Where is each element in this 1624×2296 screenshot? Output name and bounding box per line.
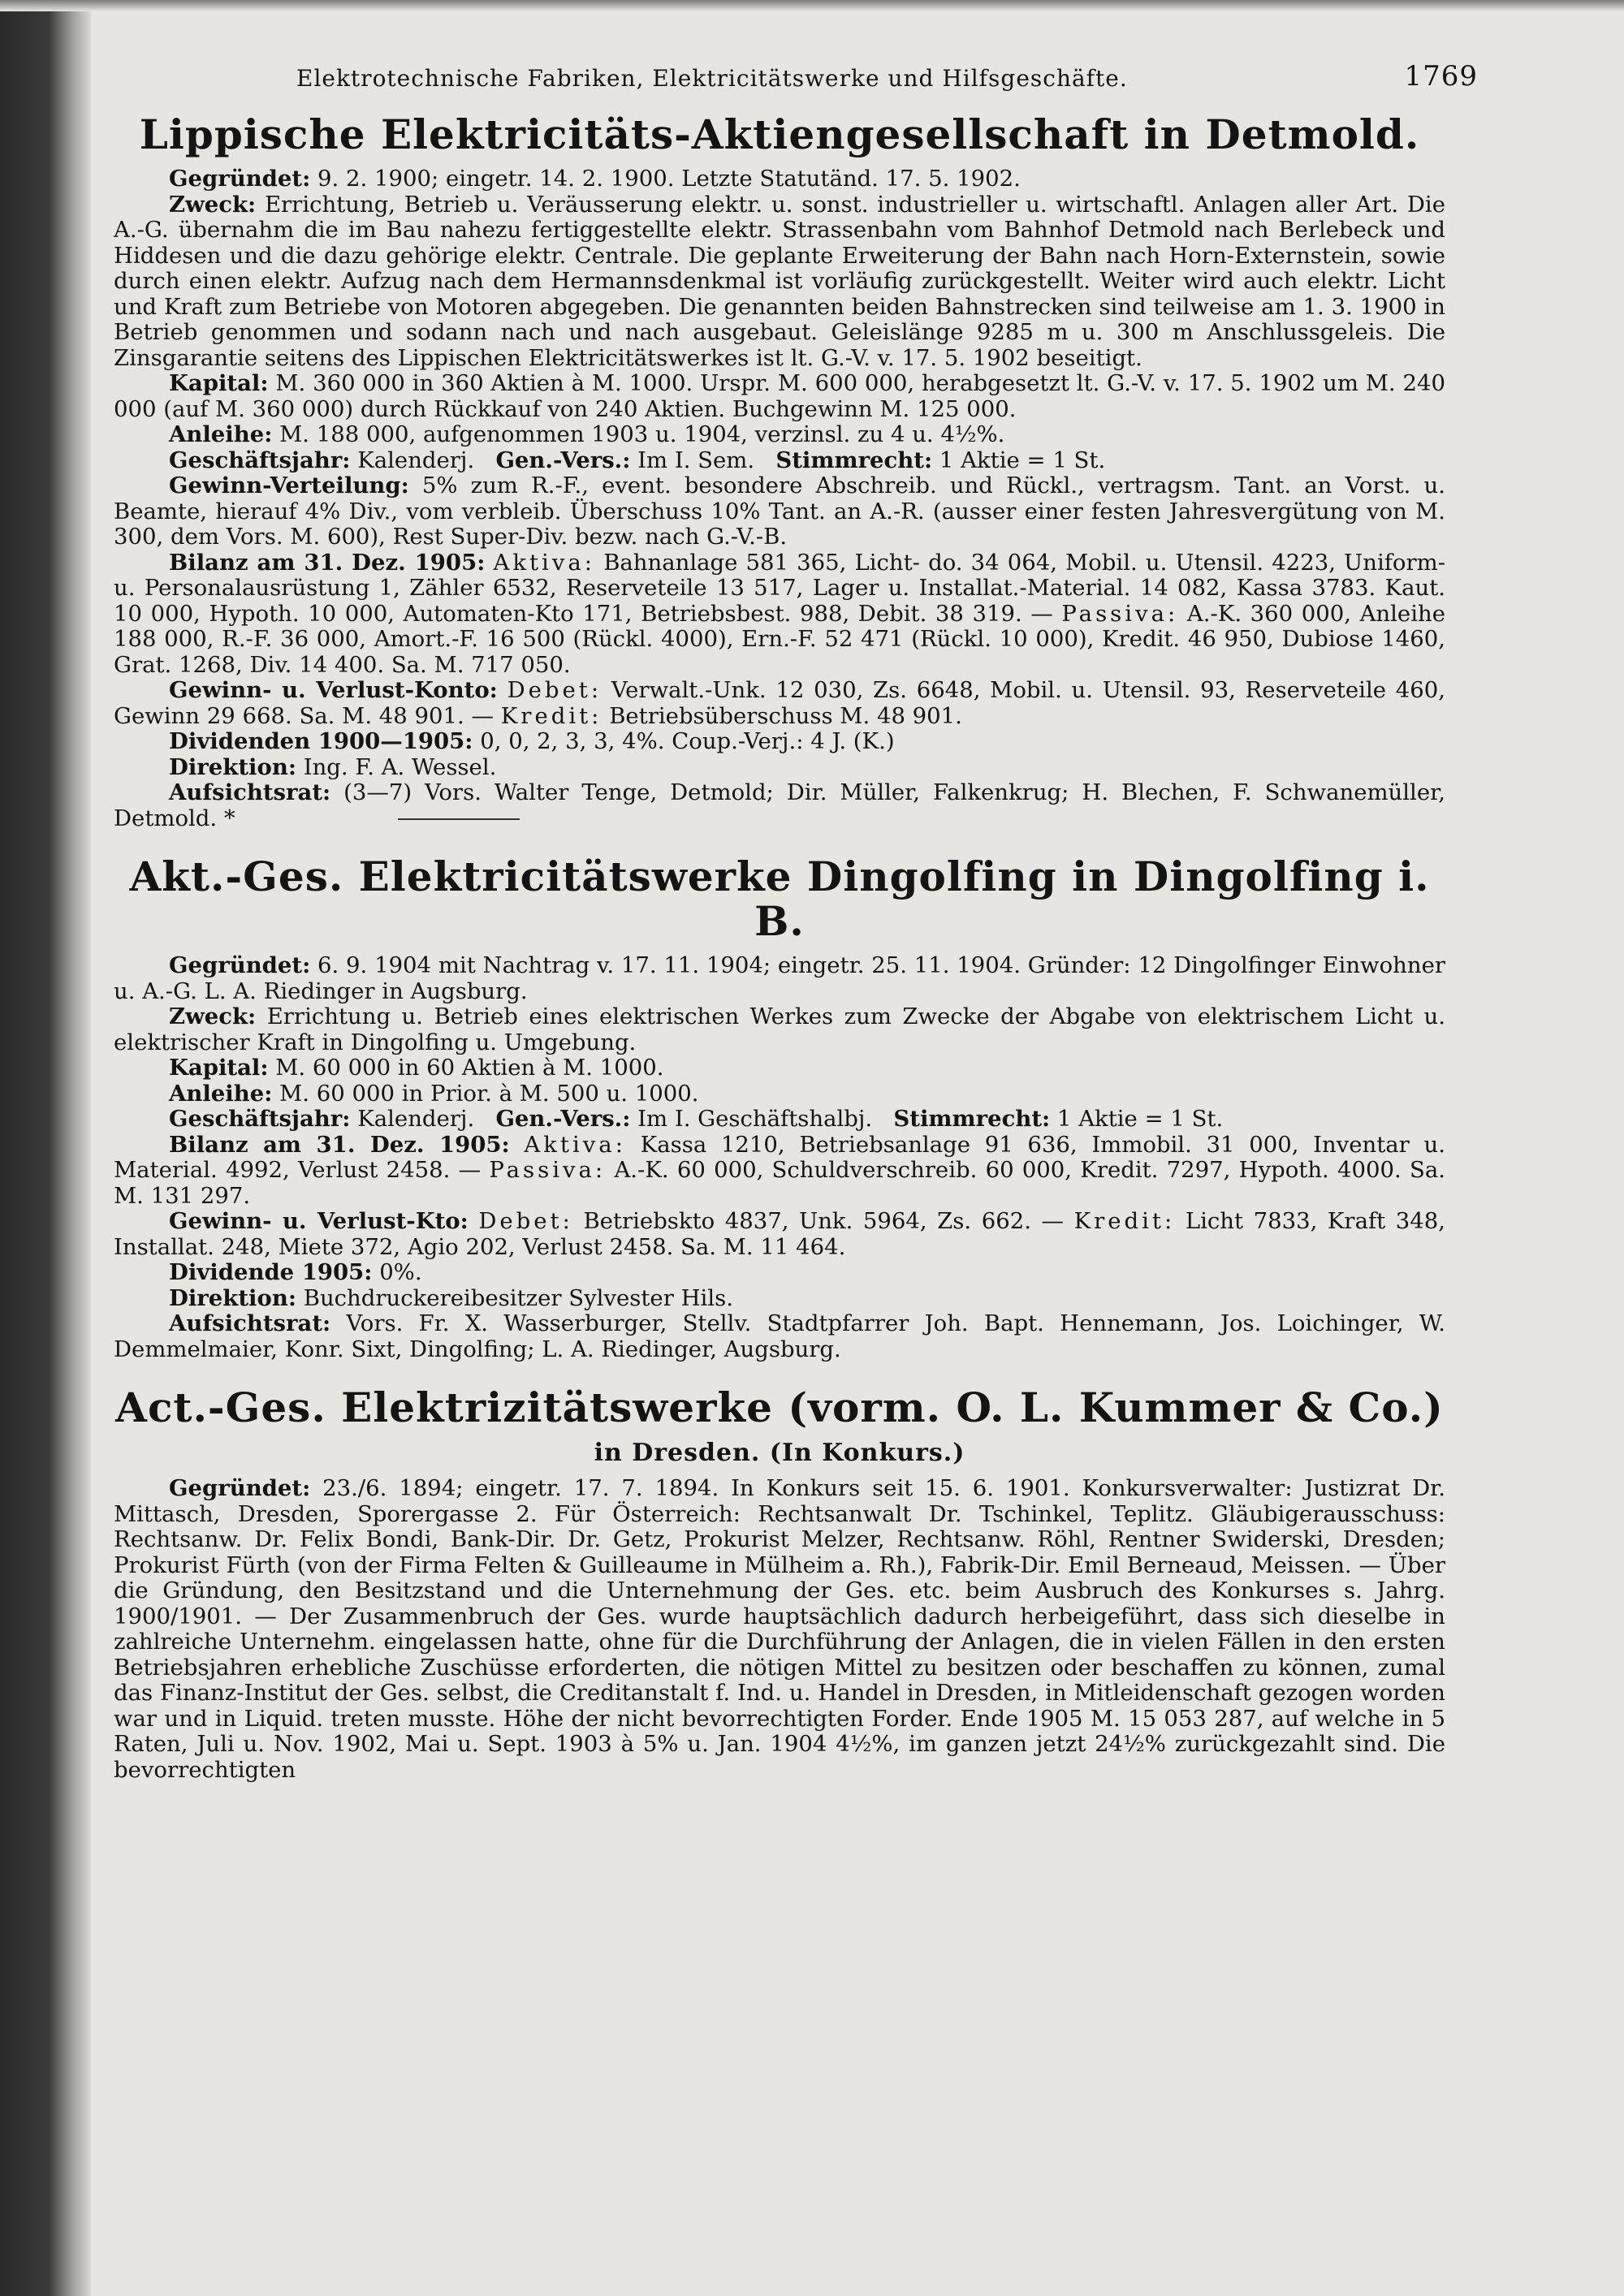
label: Gewinn- u. Verlust-Kto:	[169, 1208, 469, 1234]
guv-para	[114, 678, 1445, 729]
running-head	[114, 57, 1478, 97]
label: Dividende 1905:	[169, 1259, 373, 1285]
value: Licht 7833, Kraft 348, Installat. 248, Miete 372, Agio 202, Verlust 2458. Sa. M. 11 464.	[114, 1208, 1445, 1260]
direktion-para	[114, 755, 1445, 781]
passiva-label: Passiva:	[1061, 600, 1179, 627]
aktiva-label: Aktiva:	[524, 1131, 626, 1158]
value: Im I. Sem.	[637, 447, 755, 473]
label: Anleihe:	[169, 1080, 273, 1107]
dividenden-para	[114, 729, 1445, 755]
value: Kalenderj.	[357, 1106, 475, 1132]
label: Zweck:	[169, 1003, 257, 1029]
value: Vors. Fr. X. Wasserburger, Stellv. Stadtpfarrer Joh. Bapt. Hennemann, Jos. Loichinger, W. Demmelmaier, Konr. Sixt, Dingolfing; L. A. Riedinger, Augsburg.	[114, 1310, 1446, 1362]
kredit-label: Kredit:	[500, 702, 603, 729]
label: Kapital:	[169, 1055, 269, 1081]
gegruendet-para	[114, 166, 1445, 192]
value: Bahnanlage 581 365, Licht- do. 34 064, Mobil. u. Utensil. 4223, Uniform- u. Personalausrüstung 1, Zähler 6532, Reserveteile 13 517, Lager u. Installat.-Material. 14 082, Kassa 3783. Kaut. 10 000, Hypoth. 10 000, Automaten-Kto 171, Betriebsbest. 988, Debit. 38 319. —	[114, 549, 1445, 627]
label: Stimmrecht:	[893, 1106, 1051, 1132]
bilanz-para	[114, 1133, 1445, 1210]
geschaeftsjahr-para	[114, 448, 1445, 474]
value: Buchdruckereibesitzer Sylvester Hils.	[303, 1284, 734, 1311]
entry-kummer-dresden	[114, 1385, 1445, 1783]
label: Stimmrecht:	[775, 447, 933, 473]
label: Gen.-Vers.:	[495, 1106, 631, 1132]
entry-lippische	[114, 112, 1445, 831]
anleihe-para	[114, 422, 1445, 448]
value: M. 188 000, aufgenommen 1903 u. 1904, verzinsl. zu 4 u. 4½%.	[279, 421, 1005, 447]
label: Aufsichtsrat:	[169, 1310, 331, 1336]
value: 0, 0, 2, 3, 3, 4%. Coup.-Verj.: 4 J. (K.)	[480, 728, 895, 754]
value: A.-K. 60 000, Schuldverschreib. 60 000, Kredit. 7297, Hypoth. 4000. Sa. M. 131 297.	[114, 1157, 1445, 1209]
value: Betriebskto 4837, Unk. 5964, Zs. 662. —	[583, 1208, 1064, 1234]
entry-dingolfing	[114, 854, 1445, 1362]
scan-binding-edge	[0, 0, 91, 2296]
aktiva-label: Aktiva:	[493, 549, 596, 576]
gegruendet-para	[114, 1476, 1445, 1783]
label: Direktion:	[169, 1284, 296, 1311]
label: Aufsichtsrat:	[169, 779, 331, 805]
value: (3—7) Vors. Walter Tenge, Detmold; Dir. Müller, Falkenkrug; H. Blechen, F. Schwanemüller, Detmold. *	[114, 779, 1445, 831]
value: 1 Aktie = 1 St.	[939, 447, 1106, 473]
label: Gen.-Vers.:	[495, 447, 631, 473]
label: Kapital:	[169, 370, 269, 396]
label: Gegründet:	[169, 1475, 311, 1501]
label: Bilanz am 31. Dez. 1905:	[169, 1131, 510, 1158]
entry-title: Lippische Elektricitäts-Aktiengesellschaft in Detmold.	[139, 110, 1420, 158]
value: M. 60 000 in 60 Aktien à M. 1000.	[275, 1055, 664, 1081]
label: Gegründet:	[169, 952, 311, 978]
dividende-para	[114, 1260, 1445, 1286]
value: Errichtung u. Betrieb eines elektrischen Werkes zum Zwecke der Abgabe von elektrischem Licht u. elektrischer Kraft in Dingolfing u. Umgebung.	[114, 1003, 1446, 1055]
kredit-label: Kredit:	[1073, 1208, 1176, 1234]
label: Geschäftsjahr:	[169, 447, 351, 473]
running-title: Elektrotechnische Fabriken, Elektricitätswerke und Hilfsgeschäfte.	[296, 65, 1128, 92]
value: Im I. Geschäftshalbj.	[637, 1106, 873, 1132]
value: M. 360 000 in 360 Aktien à M. 1000. Urspr. M. 600 000, herabgesetzt lt. G.-V. v. 17. 5. 1902 um M. 240 000 (auf M. 360 000) durch Rückkauf von 240 Aktien. Buchgewinn M. 125 000.	[114, 370, 1445, 422]
aufsichtsrat-para	[114, 780, 1445, 831]
entry-subtitle: in Dresden. (In Konkurs.)	[594, 1439, 965, 1467]
page-number: 1769	[1404, 60, 1478, 93]
value: 0%.	[379, 1259, 422, 1285]
guv-para	[114, 1209, 1445, 1260]
label: Geschäftsjahr:	[169, 1106, 351, 1132]
debet-label: Debet:	[478, 1208, 573, 1234]
entry-title: Akt.-Ges. Elektricitätswerke Dingolfing in Dingolfing i. B.	[129, 852, 1430, 945]
entry-title: Act.-Ges. Elektrizitätswerke (vorm. O. L. Kummer & Co.)	[115, 1383, 1444, 1431]
value: 6. 9. 1904 mit Nachtrag v. 17. 11. 1904; eingetr. 25. 11. 1904. Gründer: 12 Dingolfinger Einwohner u. A.-G. L. A. Riedinger in Augsburg.	[114, 952, 1445, 1004]
zweck-para	[114, 192, 1445, 372]
label: Zweck:	[169, 191, 257, 218]
section-divider	[398, 818, 520, 820]
debet-label: Debet:	[507, 677, 603, 703]
anleihe-para	[114, 1081, 1445, 1107]
kapital-para	[114, 371, 1445, 422]
label: Gegründet:	[169, 166, 311, 192]
bilanz-para	[114, 550, 1445, 679]
value: 9. 2. 1900; eingetr. 14. 2. 1900. Letzte Statutänd. 17. 5. 1902.	[317, 166, 1021, 192]
document-page	[114, 57, 1478, 1806]
gegruendet-para	[114, 953, 1445, 1004]
label: Bilanz am 31. Dez. 1905:	[169, 549, 486, 576]
value: 5% zum R.-F., event. besondere Abschreib. und Rückl., vertragsm. Tant. an Vorst. u. Beamte, hierauf 4% Div., vom verbleib. Überschuss 10% Tant. an A.-R. (ausser einer festen Jahresvergütung von M. 300, dem Vors. M. 600), Rest Super-Div. bezw. nach G.-V.-B.	[114, 473, 1445, 550]
direktion-para	[114, 1286, 1445, 1312]
label: Gewinn- u. Verlust-Konto:	[169, 677, 498, 703]
value: M. 60 000 in Prior. à M. 500 u. 1000.	[279, 1080, 699, 1107]
value: 23./6. 1894; eingetr. 17. 7. 1894. In Konkurs seit 15. 6. 1901. Konkursverwalter: Justizrat Dr. Mittasch, Dresden, Sporergasse 2. Für Österreich: Rechtsanwalt Dr. Tschinkel, Teplitz. Gläubigerausschuss: Rechtsanw. Dr. Felix Bondi, Bank-Dir. Dr. Getz, Prokurist Melzer, Rechtsanw. Röhl, Rentner Swiderski, Dresden; Prokurist Fürth (von der Firma Felten & Guilleaume in Mülheim a. Rh.), Fabrik-Dir. Emil Berneaud, Meissen. — Über die Gründung, den Besitzstand und die Unternehmung der Ges. etc. beim Ausbruch des Konkurses s. Jahrg. 1900/1901. — Der Zusammenbruch der Ges. wurde hauptsächlich dadurch herbeigeführt, dass sich dieselbe in zahlreiche Unternehm. eingelassen hatte, ohne für die Durchführung der Anlagen, die in vielen Fällen in den ersten Betriebsjahren erhebliche Zuschüsse erforderten, die nötigen Mittel zu besitzen oder beschaffen zu können, zumal das Finanz-Institut der Ges. selbst, die Creditanstalt f. Ind. u. Handel in Dresden, in Mitleidenschaft gezogen worden war und in Liquid. treten musste. Höhe der nicht bevorrechtigten Forder. Ende 1905 M. 15 053 287, auf welche in 5 Raten, Juli u. Nov. 1902, Mai u. Sept. 1903 à 5% u. Jan. 1904 4½%, im ganzen jetzt 24½% zurückgezahlt sind. Die bevorrechtigten	[114, 1475, 1445, 1783]
value: Kassa 1210, Betriebsanlage 91 636, Immobil. 31 000, Inventar u. Material. 4992, Verlust 2458. —	[114, 1131, 1445, 1183]
value: Ing. F. A. Wessel.	[303, 753, 497, 780]
zweck-para	[114, 1004, 1445, 1055]
label: Anleihe:	[169, 421, 273, 447]
geschaeftsjahr-para	[114, 1107, 1445, 1133]
value: A.-K. 360 000, Anleihe 188 000, R.-F. 36 000, Amort.-F. 16 500 (Rückl. 4000), Ern.-F. 52 471 (Rückl. 10 000), Kredit. 46 950, Dubiose 1460, Grat. 1268, Div. 14 400. Sa. M. 717 050.	[114, 600, 1445, 678]
value: Betriebsüberschuss M. 48 901.	[609, 702, 962, 729]
gewinnvert-para	[114, 473, 1445, 550]
label: Direktion:	[169, 753, 296, 780]
value: Kalenderj.	[357, 447, 475, 473]
label: Gewinn-Verteilung:	[169, 473, 409, 498]
value: Verwalt.-Unk. 12 030, Zs. 6648, Mobil. u. Utensil. 93, Reserveteile 460, Gewinn 29 668. Sa. M. 48 901. —	[114, 677, 1445, 729]
label: Dividenden 1900—1905:	[169, 728, 473, 754]
value: Errichtung, Betrieb u. Veräusserung elektr. u. sonst. industrieller u. wirtschaftl. Anlagen aller Art. Die A.-G. übernahm die im Bau nahezu fertiggestellte elektr. Strassenbahn vom Bahnhof Detmold nach Berlebeck und Hiddesen und die dazu gehörige elektr. Centrale. Die geplante Erweiterung der Bahn nach Horn-Externstein, sowie durch einen elektr. Aufzug nach dem Hermannsdenkmal ist vorläufig zurückgestellt. Weiter wird auch elektr. Licht und Kraft zum Betriebe von Motoren abgegeben. Die genannten beiden Bahnstrecken sind teilweise am 1. 3. 1900 in Betrieb genommen und sodann nach und nach ausgebaut. Geleislänge 9285 m u. 300 m Anschlussgeleis. Die Zinsgarantie seitens des Lippischen Elektricitätswerkes ist lt. G.-V. v. 17. 5. 1902 beseitigt.	[114, 191, 1445, 371]
scan-top-edge	[0, 0, 1624, 11]
kapital-para	[114, 1055, 1445, 1081]
value: 1 Aktie = 1 St.	[1056, 1106, 1224, 1132]
passiva-label: Passiva:	[489, 1157, 607, 1183]
aufsichtsrat-para	[114, 1311, 1445, 1362]
